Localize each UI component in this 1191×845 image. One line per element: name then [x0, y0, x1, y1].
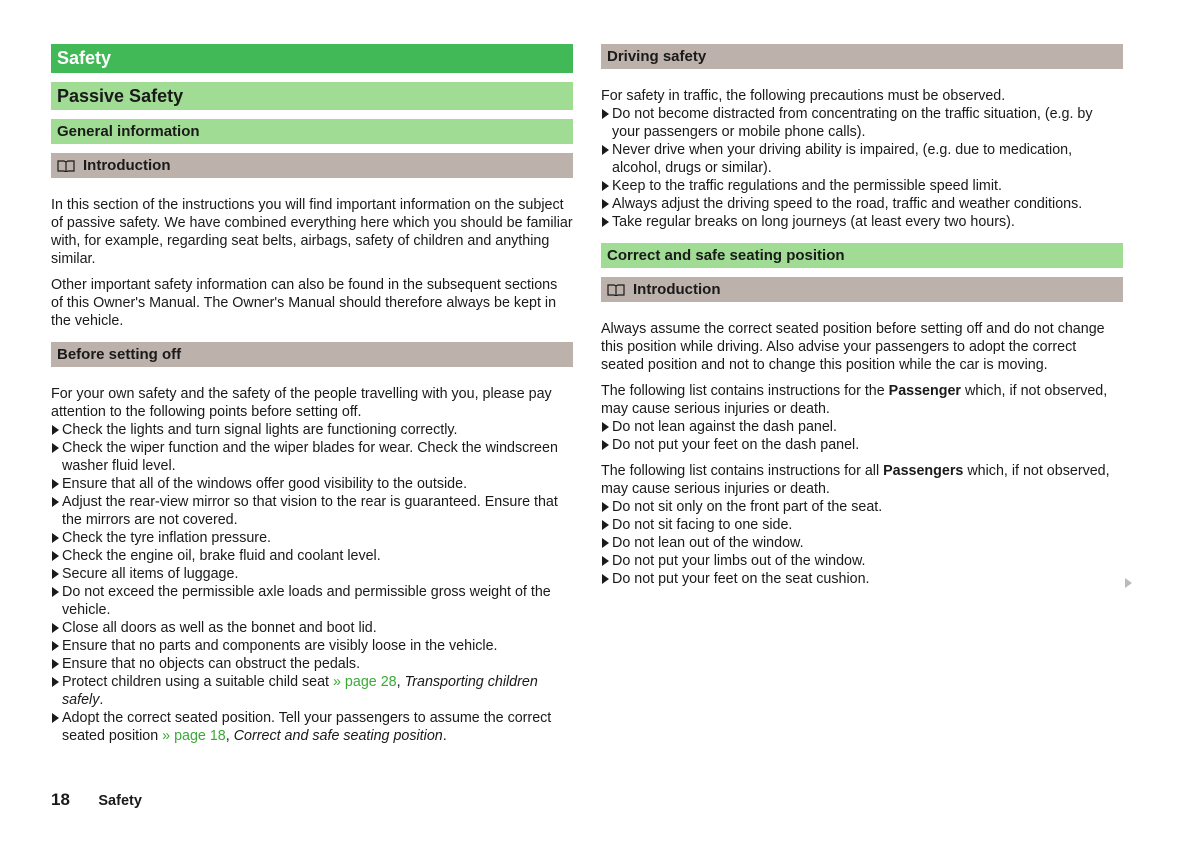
list-item: Close all doors as well as the bonnet and boot lid.: [51, 619, 573, 637]
introduction-label: Introduction: [633, 281, 721, 298]
next-page-arrow-icon[interactable]: [1125, 578, 1132, 588]
list-intro: For your own safety and the safety of the people travelling with you, please pay attention to the following points before setting off.: [51, 386, 552, 420]
seating-heading: Correct and safe seating position: [601, 243, 1123, 268]
list-item: Always adjust the driving speed to the road, traffic and weather conditions.: [601, 195, 1123, 213]
paragraph: Always assume the correct seated position before setting off and do not change this position while driving. Also advise your passengers to adopt the correct seated position and not to change this position while the car is moving.: [601, 321, 1105, 373]
introduction-heading: [601, 277, 1123, 302]
list-item: Check the engine oil, brake fluid and coolant level.: [51, 547, 573, 565]
list-item: Do not put your limbs out of the window.: [601, 552, 1123, 570]
driving-safety-list: [601, 87, 1123, 231]
list-item: Do not put your feet on the dash panel.: [601, 436, 1123, 454]
section-heading: Passive Safety: [51, 82, 573, 110]
list-item: Do not put your feet on the seat cushion.: [601, 570, 1123, 588]
list-item: Check the wiper function and the wiper blades for wear. Check the windscreen washer fluid level.: [51, 439, 573, 475]
before-setting-off-list: [51, 385, 573, 745]
list-item: Check the lights and turn signal lights are functioning correctly.: [51, 421, 573, 439]
page-number: 18: [51, 790, 70, 809]
list-intro: For safety in traffic, the following precautions must be observed.: [601, 88, 1006, 104]
subsection-heading: General information: [51, 119, 573, 144]
book-icon: [57, 160, 75, 172]
list-item: Ensure that all of the windows offer good visibility to the outside.: [51, 475, 573, 493]
page-link[interactable]: » page 18: [162, 728, 226, 744]
list-intro: The following list contains instructions for all Passengers which, if not observed, may cause serious injuries or death.: [601, 463, 1110, 497]
footer-title: Safety: [98, 793, 142, 809]
page-footer: [51, 790, 142, 810]
list-item: Do not lean out of the window.: [601, 534, 1123, 552]
list-item: Check the tyre inflation pressure.: [51, 529, 573, 547]
list-item: Do not sit facing to one side.: [601, 516, 1123, 534]
list-item: Protect children using a suitable child seat » page 28, Transporting children safely.: [51, 673, 573, 709]
list-item: Ensure that no parts and components are visibly loose in the vehicle.: [51, 637, 573, 655]
list-item: Do not become distracted from concentrating on the traffic situation, (e.g. by your passengers or mobile phone calls).: [601, 105, 1123, 141]
list-item: Secure all items of luggage.: [51, 565, 573, 583]
list-item: Take regular breaks on long journeys (at least every two hours).: [601, 213, 1123, 231]
list-item: Ensure that no objects can obstruct the pedals.: [51, 655, 573, 673]
list-item: Do not exceed the permissible axle loads and permissible gross weight of the vehicle.: [51, 583, 573, 619]
right-column: [601, 44, 1123, 596]
introduction-heading: [51, 153, 573, 178]
list-item: Adjust the rear-view mirror so that vision to the rear is guaranteed. Ensure that the mirrors are not covered.: [51, 493, 573, 529]
list-item: Do not sit only on the front part of the seat.: [601, 498, 1123, 516]
left-column: [51, 44, 573, 753]
list-item: Never drive when your driving ability is impaired, (e.g. due to medication, alcohol, drugs or similar).: [601, 141, 1123, 177]
introduction-label: Introduction: [83, 157, 171, 174]
book-icon: [607, 284, 625, 296]
passenger-list: [601, 382, 1123, 454]
page-link[interactable]: » page 28: [333, 674, 397, 690]
paragraph: In this section of the instructions you will find important information on the subject of passive safety. We have combined everything here which you should be familiar with, for example, regarding seat belts, airbags, safety of children and anything similar.: [51, 197, 573, 267]
driving-safety-heading: Driving safety: [601, 44, 1123, 69]
list-item: Do not lean against the dash panel.: [601, 418, 1123, 436]
before-setting-off-heading: Before setting off: [51, 342, 573, 367]
list-item: Adopt the correct seated position. Tell your passengers to assume the correct seated position » page 18, Correct and safe seating position.: [51, 709, 573, 745]
list-item: Keep to the traffic regulations and the permissible speed limit.: [601, 177, 1123, 195]
chapter-heading: Safety: [51, 44, 573, 73]
paragraph: Other important safety information can also be found in the subsequent sections of this Owner's Manual. The Owner's Manual should therefore always be kept in the vehicle.: [51, 277, 558, 329]
all-passengers-list: [601, 462, 1123, 588]
list-intro: The following list contains instructions for the Passenger which, if not observed, may cause serious injuries or death.: [601, 383, 1108, 417]
